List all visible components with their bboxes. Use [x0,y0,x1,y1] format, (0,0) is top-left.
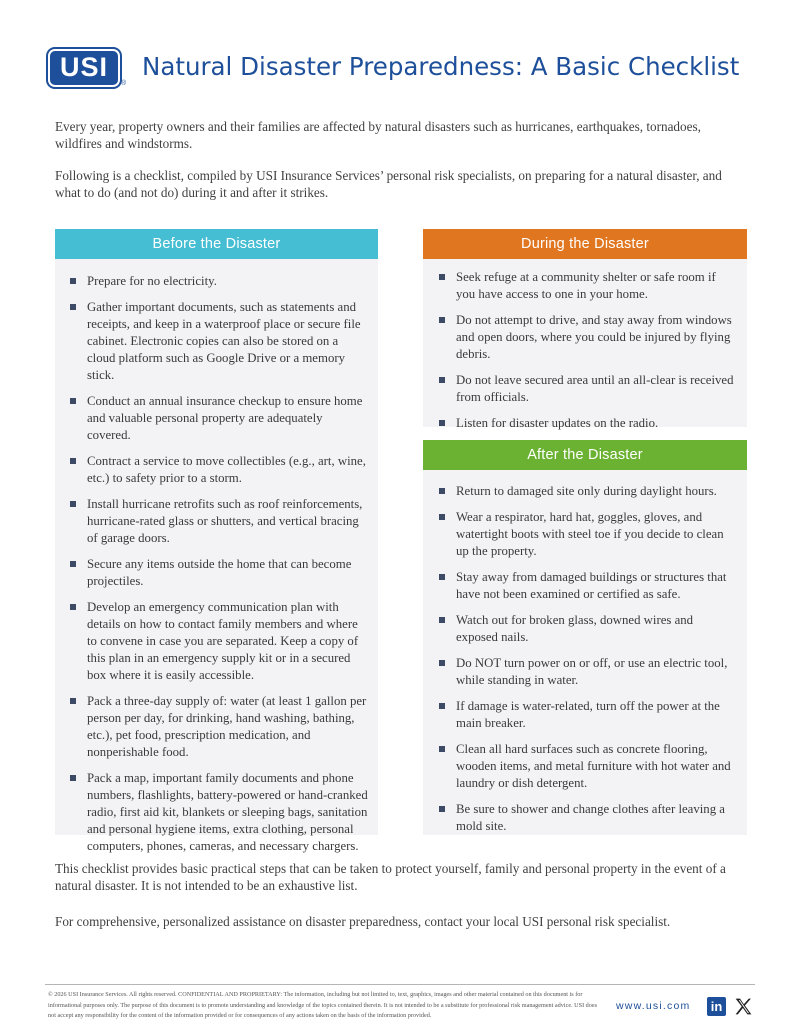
bullet-icon [439,317,445,323]
bullet-icon [439,274,445,280]
linkedin-icon[interactable]: in [707,997,726,1016]
bullet-icon [439,617,445,623]
bullet-icon [70,458,76,464]
bullet-icon [70,604,76,610]
after-item [424,509,738,560]
before-item-text: Pack a map, important family documents and phone numbers, flashlights, battery-powered or hand-cranked radio, first aid kit, blankets or sleeping bags, sanitation and personal hygiene items, extra clothing, personal computers, phones, cameras, and necessary chargers. [87,771,368,853]
before-item-text: Conduct an annual insurance checkup to ensure home and valuable personal property are adequately covered. [87,394,363,442]
during-list [424,269,738,441]
during-item-text: Do not leave secured area until an all-clear is received from officials. [456,373,734,404]
before-item-text: Develop an emergency communication plan with details on how to contact family members and where to convene in case you are separated. Keep a copy of this plan in an emergency supply kit or in a secured box where it is easily accessible. [87,600,359,682]
before-list [55,273,368,864]
before-item-text: Gather important documents, such as statements and receipts, and keep in a waterproof place or secure file cabinet. Electronic copies can also be stored on a cloud platform such as Google Drive or a memory stick. [87,300,361,382]
after-item-text: If damage is water-related, turn off the power at the main breaker. [456,699,720,730]
legal-disclaimer: © 2026 USI Insurance Services. All rights reserved. CONFIDENTIAL AND PROPRIETARY: The information, including but not limited to, text, graphics, images and other material contained on this document is for informational purposes only. The purpose of this document is to promote understanding and knowledge of the topics contained therein. It is not intended to be a substitute for professional risk management advice. USI does not accept any responsibility for the content of the information provided or for consequences of any actions taken on the basis of the information provided. [48,991,598,1019]
intro-paragraph-2: Following is a checklist, compiled by USI Insurance Services’ personal risk specialists, on preparing for a natural disaster, and what to do (and not do) during it and after it strikes. [55,168,722,200]
during-item-text: Do not attempt to drive, and stay away from windows and open doors, where you could be injured by flying debris. [456,313,732,361]
website-link[interactable]: www.usi.com [616,1000,691,1012]
bullet-icon [439,703,445,709]
bullet-icon [439,746,445,752]
after-item-text: Clean all hard surfaces such as concrete flooring, wooden items, and metal furniture with hot water and laundry or dish detergent. [456,742,731,790]
closing-paragraph-1: This checklist provides basic practical steps that can be taken to protect yourself, family and personal property in the event of a natural disaster. It is not intended to be an exhaustive list. [55,861,726,893]
after-item [424,698,738,732]
x-icon[interactable] [733,996,754,1017]
after-item-text: Stay away from damaged buildings or structures that have not been examined or certified as safe. [456,570,727,601]
after-item [424,655,738,689]
closing-paragraph-2: For comprehensive, personalized assistance on disaster preparedness, contact your local USI personal risk specialist. [55,914,671,929]
before-item-text: Pack a three-day supply of: water (at least 1 gallon per person per day, for drinking, hand washing, bathing, etc.), pet food, prescription medication, and nonperishable food. [87,694,367,759]
before-item [55,693,368,761]
before-item-text: Install hurricane retrofits such as roof reinforcements, hurricane-rated glass or shutters, and vertical bracing of garage doors. [87,497,363,545]
bullet-icon [439,806,445,812]
after-item [424,612,738,646]
header [48,49,760,89]
before-item [55,556,368,590]
bullet-icon [70,398,76,404]
after-item [424,741,738,792]
usi-logo: USI [48,49,120,87]
bullet-icon [70,561,76,567]
bullet-icon [439,377,445,383]
footer-divider [45,984,755,985]
before-item [55,299,368,384]
bullet-icon [70,278,76,284]
bullet-icon [439,488,445,494]
before-item-text: Contract a service to move collectibles (e.g., art, wine, etc.) to safety prior to a storm. [87,454,366,485]
before-item [55,496,368,547]
during-item-text: Seek refuge at a community shelter or safe room if you have access to one in your home. [456,270,716,301]
bullet-icon [70,775,76,781]
after-item-text: Do NOT turn power on or off, or use an electric tool, while standing in water. [456,656,728,687]
after-list [424,483,738,844]
during-heading: During the Disaster [423,229,747,259]
page-title: Natural Disaster Preparedness: A Basic Checklist [142,52,740,81]
after-item [424,483,738,500]
before-item [55,770,368,855]
before-item-text: Secure any items outside the home that can become projectiles. [87,557,352,588]
after-item [424,569,738,603]
bullet-icon [70,501,76,507]
after-item-text: Return to damaged site only during daylight hours. [456,484,717,498]
after-item-text: Be sure to shower and change clothes after leaving a mold site. [456,802,725,833]
before-item-text: Prepare for no electricity. [87,274,217,288]
after-item-text: Watch out for broken glass, downed wires and exposed nails. [456,613,694,644]
during-item [424,372,738,406]
before-heading: Before the Disaster [55,229,378,259]
registered-mark: ® [121,80,127,87]
bullet-icon [439,420,445,426]
bullet-icon [439,660,445,666]
bullet-icon [70,304,76,310]
before-item [55,393,368,444]
during-item [424,269,738,303]
after-item-text: Wear a respirator, hard hat, goggles, gloves, and watertight boots with steel toe if you decide to clean up the property. [456,510,724,558]
bullet-icon [70,698,76,704]
during-item [424,312,738,363]
during-item-text: Listen for disaster updates on the radio. [456,416,659,430]
intro-paragraph-1: Every year, property owners and their families are affected by natural disasters such as hurricanes, earthquakes, tornadoes, wildfires and windstorms. [55,119,701,151]
after-item [424,801,738,835]
during-item [424,415,738,432]
before-item [55,273,368,290]
after-heading: After the Disaster [423,440,747,470]
before-item [55,599,368,684]
bullet-icon [439,574,445,580]
before-item [55,453,368,487]
bullet-icon [439,514,445,520]
